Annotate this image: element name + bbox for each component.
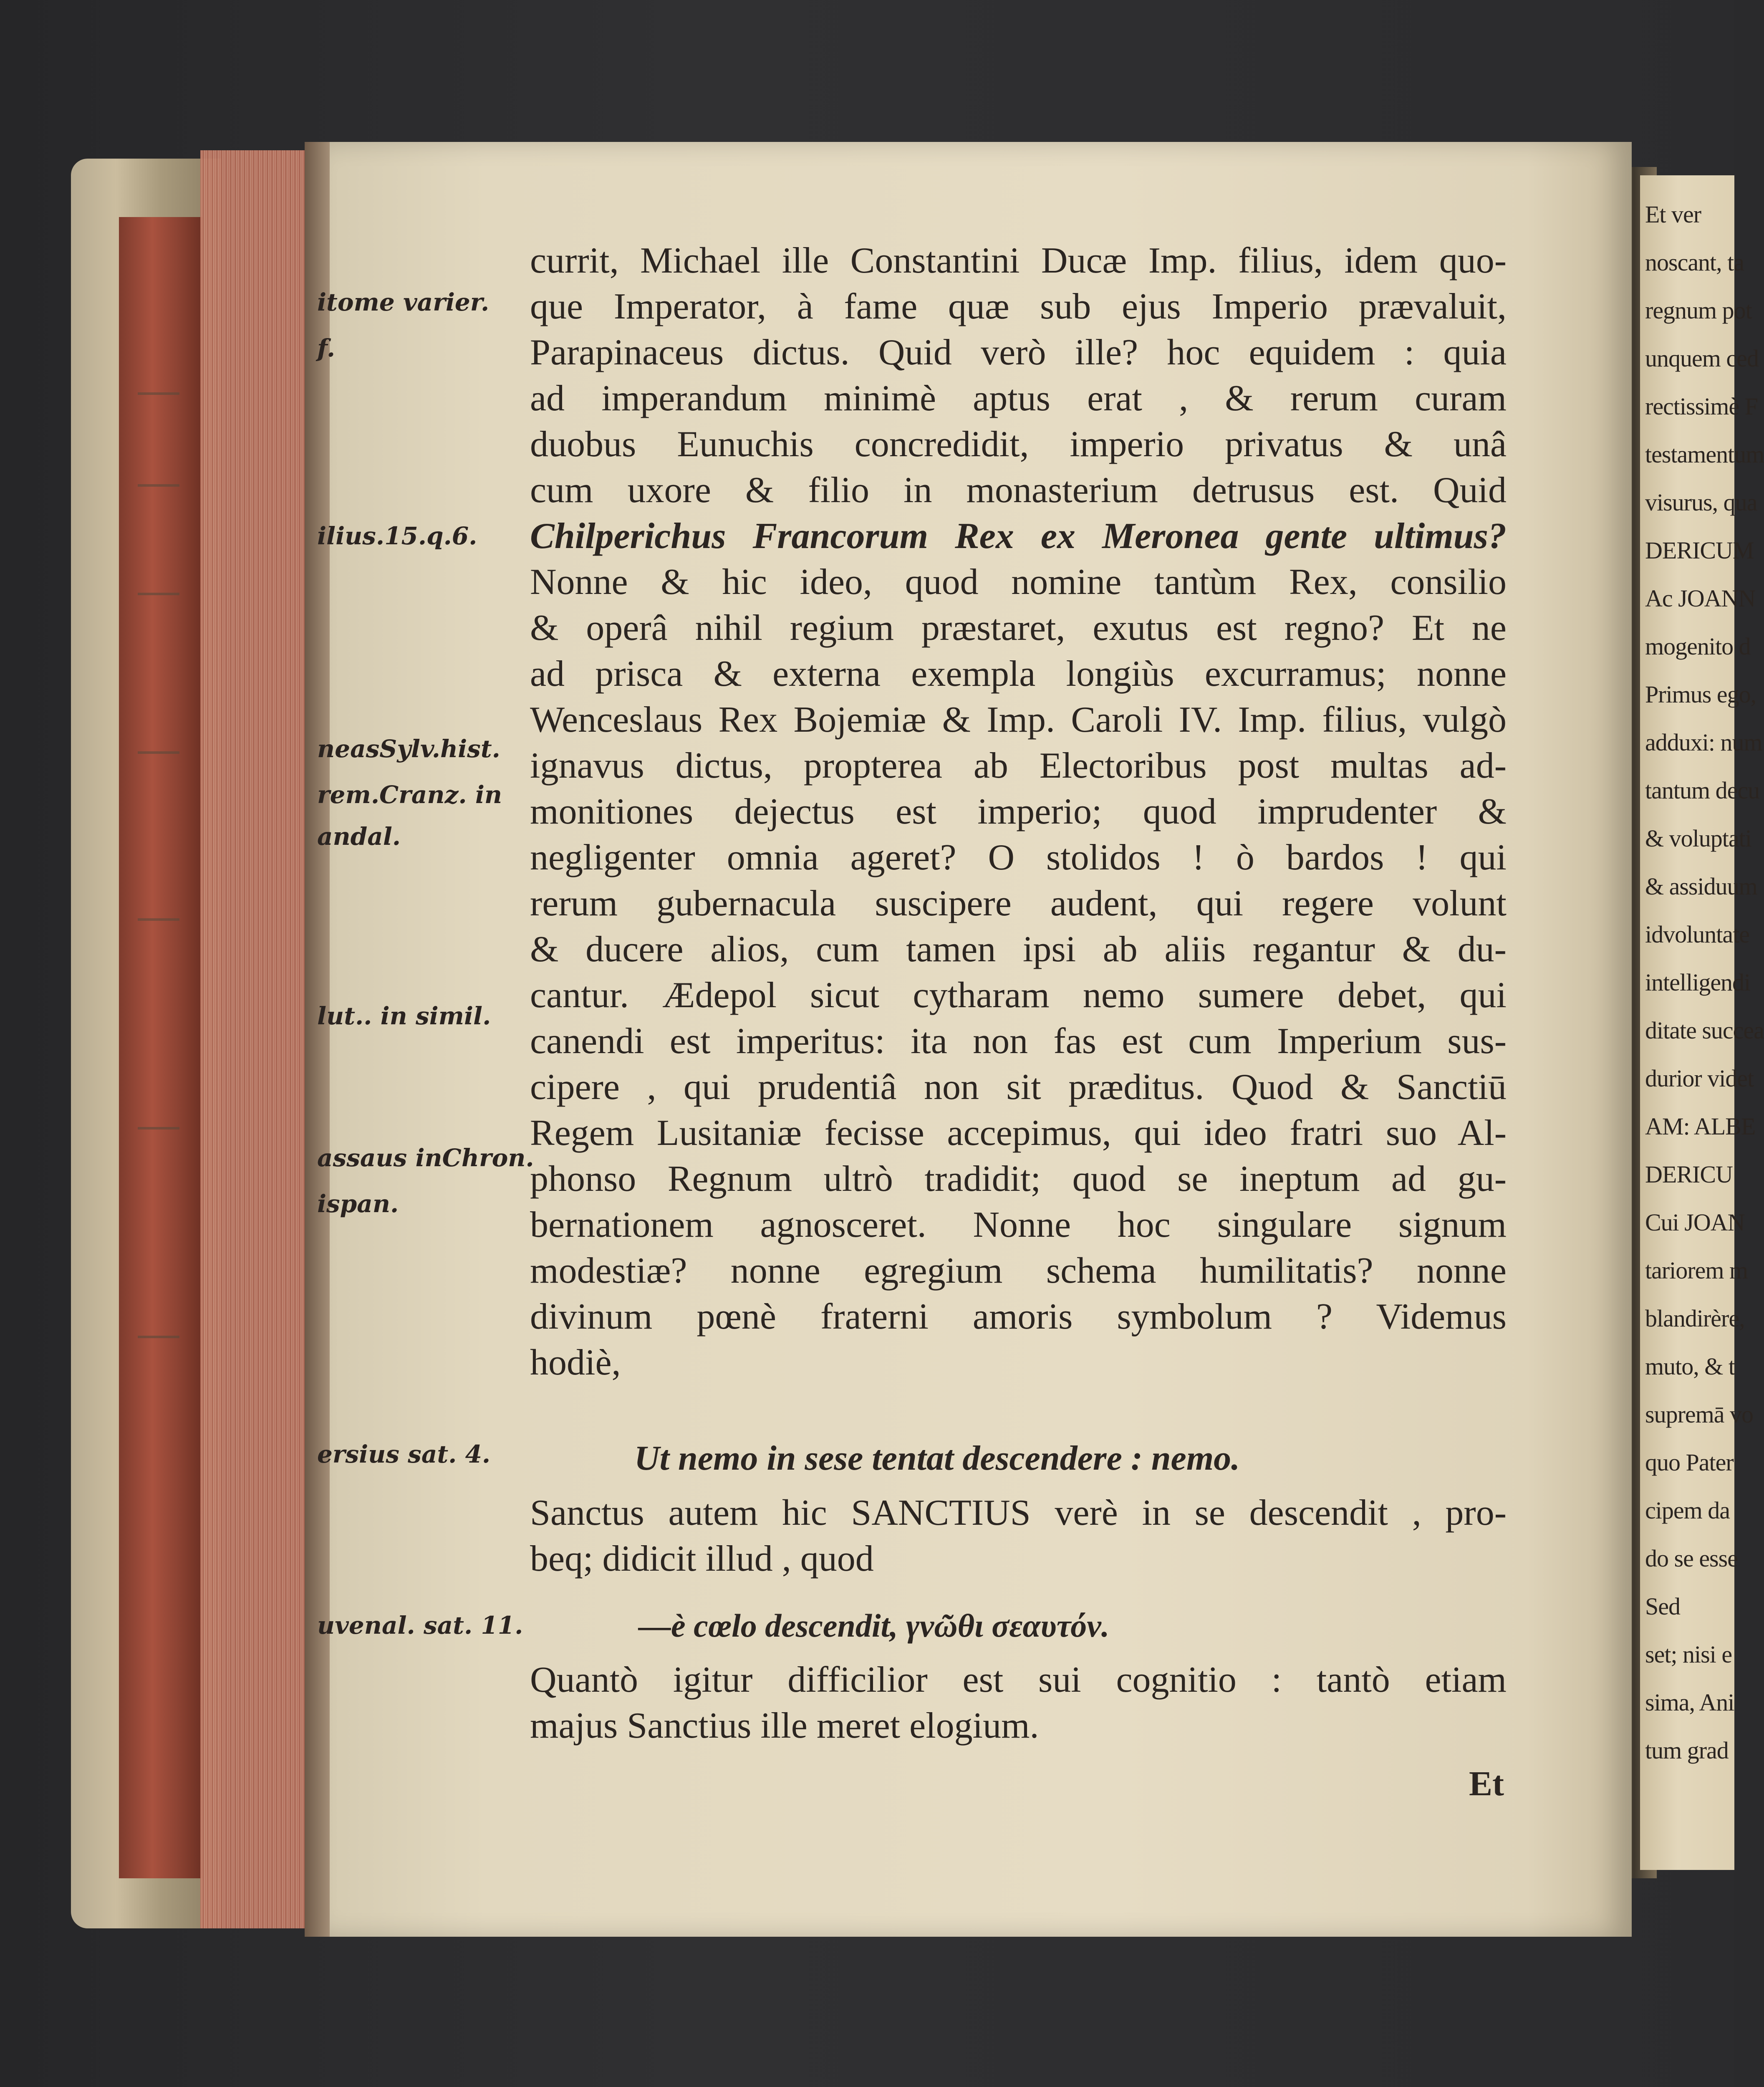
margin-note: neasSylv.hist. — [317, 735, 500, 763]
text-line: cantur. Ædepol sicut cytharam nemo sumere debet, qui — [530, 975, 1507, 1016]
text-line: & operâ nihil regium præstaret, exutus est regno? Et ne — [530, 608, 1507, 648]
text-line: Chilperichus Francorum Rex ex Meronea gente ultimus? — [530, 516, 1507, 556]
facing-line: testamentum — [1645, 441, 1764, 468]
edge-marks — [138, 376, 196, 1544]
text-line: Sanctus autem hic SANCTIUS verè in se descendit , pro- — [530, 1493, 1507, 1533]
text-line: duobus Eunuchis concredidit, imperio privatus & unâ — [530, 424, 1507, 465]
margin-note: itome varier. — [317, 288, 490, 316]
text-line: Parapinaceus dictus. Quid verò ille? hoc equidem : quia — [530, 332, 1507, 373]
facing-line: idvoluntate — [1645, 921, 1749, 948]
facing-line: AM: ALBE — [1645, 1113, 1756, 1140]
text-line: Wenceslaus Rex Bojemiæ & Imp. Caroli IV. Imp. filius, vulgò — [530, 700, 1507, 740]
text-line: canendi est imperitus: ita non fas est cum Imperium sus- — [530, 1021, 1507, 1061]
text-line: currit, Michael ille Constantini Ducæ Imp. filius, idem quo- — [530, 240, 1507, 281]
facing-line: DERICUM — [1645, 537, 1754, 564]
text-line: Quantò igitur difficilior est sui cognitio : tantò etiam — [530, 1660, 1507, 1700]
facing-line: intelligendi — [1645, 969, 1751, 996]
facing-page — [1640, 175, 1764, 1870]
facing-line: tum grad — [1645, 1737, 1729, 1764]
margin-note: uvenal. sat. 11. — [317, 1611, 523, 1640]
margin-note: ersius sat. 4. — [317, 1440, 491, 1468]
text-line: divinum pœnè fraterni amoris symbolum ? Videmus — [530, 1296, 1507, 1337]
facing-line: unquem ced — [1645, 345, 1759, 372]
facing-line: set; nisi e — [1645, 1641, 1732, 1668]
facing-line: tariorem m — [1645, 1257, 1748, 1284]
facing-line: DERICU — [1645, 1161, 1733, 1188]
margin-note: ilius.15.q.6. — [317, 522, 477, 550]
text-line: hodiè, — [530, 1342, 621, 1383]
facing-line: durior videt — [1645, 1065, 1754, 1092]
facing-line: supremā vo — [1645, 1401, 1753, 1428]
text-line: rerum gubernacula suscipere audent, qui regere volunt — [530, 883, 1507, 924]
text-line: phonso Regnum ultrò tradidit; quod se ineptum ad gu- — [530, 1159, 1507, 1199]
facing-line: quo Pater — [1645, 1449, 1734, 1476]
text-line: Nonne & hic ideo, quod nomine tantùm Rex, consilio — [530, 562, 1507, 602]
facing-line: regnum pot — [1645, 297, 1752, 324]
facing-line: visurus, qua — [1645, 489, 1757, 516]
facing-line: ditate succea — [1645, 1017, 1764, 1044]
verse-quote: Ut nemo in sese tentat descendere : nemo. — [634, 1439, 1240, 1478]
text-line: ad prisca & externa exempla longiùs excurramus; nonne — [530, 654, 1507, 694]
text-line: beq; didicit illud , quod — [530, 1539, 874, 1579]
facing-line: & voluptati — [1645, 825, 1751, 852]
text-line: ignavus dictus, propterea ab Electoribus post multas ad- — [530, 745, 1507, 786]
text-line: bernationem agnosceret. Nonne hoc singulare signum — [530, 1205, 1507, 1245]
facing-line: Sed — [1645, 1593, 1680, 1620]
facing-line: do se esse — [1645, 1545, 1738, 1572]
verse-quote: —è cœlo descendit, γνῶθι σεαυτόν. — [638, 1607, 1110, 1644]
facing-line: mogenito d — [1645, 633, 1751, 660]
margin-note: assaus inChron. — [317, 1144, 534, 1172]
text-line: Regem Lusitaniæ fecisse accepimus, qui ideo fratri suo Al- — [530, 1113, 1507, 1153]
text-line: monitiones dejectus est imperio; quod imprudenter & — [530, 791, 1507, 832]
facing-line: muto, & t — [1645, 1353, 1735, 1380]
facing-line: Primus ego, — [1645, 681, 1756, 708]
margin-note: rem.Cranz. in — [317, 781, 502, 809]
text-line: cipere , qui prudentiâ non sit præditus. Quod & Sanctiū — [530, 1067, 1507, 1107]
facing-line: sima, Ani — [1645, 1689, 1734, 1716]
margin-note: ispan. — [317, 1190, 399, 1218]
text-line: que Imperator, à fame quæ sub ejus Imperio prævaluit, — [530, 286, 1507, 327]
facing-line: Et ver — [1645, 201, 1701, 228]
margin-note: lut.. in simil. — [317, 1002, 491, 1030]
catchword: Et — [1469, 1764, 1504, 1803]
margin-note: andal. — [317, 822, 401, 851]
text-line: ad imperandum minimè aptus erat , & rerum curam — [530, 378, 1507, 419]
facing-line: adduxi: num — [1645, 729, 1762, 756]
facing-line: tantum decu — [1645, 777, 1760, 804]
text-line: cum uxore & filio in monasterium detrusus est. Quid — [530, 470, 1507, 510]
facing-line: Cui JOAN — [1645, 1209, 1745, 1236]
facing-line: noscant, ta — [1645, 249, 1744, 276]
text-line: modestiæ? nonne egregium schema humilitatis? nonne — [530, 1251, 1507, 1291]
facing-line: Ac JOANN — [1645, 585, 1756, 612]
margin-note: f. — [317, 334, 336, 362]
facing-line: cipem da — [1645, 1497, 1730, 1524]
text-line: majus Sanctius ille meret elogium. — [530, 1705, 1039, 1746]
facing-line: rectissimè F — [1645, 393, 1758, 420]
text-line: & ducere alios, cum tamen ipsi ab aliis regantur & du- — [530, 929, 1507, 970]
facing-line: blandirère, — [1645, 1305, 1745, 1332]
text-line: negligenter omnia ageret? O stolidos ! ò bardos ! qui — [530, 837, 1507, 878]
facing-line: & assiduum — [1645, 873, 1757, 900]
